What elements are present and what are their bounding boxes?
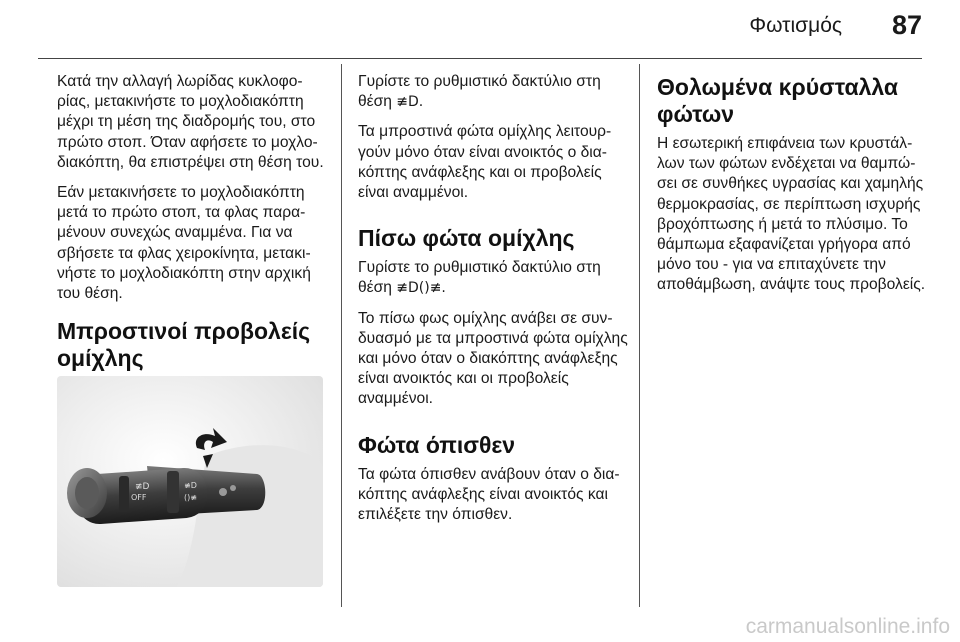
heading-front-fog-lights: Μπροστινοί προβολείς ομίχλης [57, 318, 311, 372]
column-divider-2 [639, 64, 640, 607]
column-2 [358, 72, 630, 535]
paragraph-reversing-lights: Τα φώτα όπισθεν ανάβουν όταν ο διακόπτης ανάφλεξης είναι ανοικτός και επιλέξετε την όπισθεν. [358, 465, 620, 524]
paragraph-front-fog-instruction [358, 72, 630, 112]
heading-rear-fog-light: Πίσω φώτα ομίχλης [358, 225, 575, 252]
section-title: Φωτισμός [749, 14, 842, 37]
stalk-switch-illustration [57, 376, 323, 587]
column-1 [57, 72, 329, 378]
header-rule [38, 58, 922, 59]
paragraph-indicators: Εάν μετακινήσετε το μοχλοδιακόπτη μετά το πρώτο στοπ, τα φλας παραμένουν συνεχώς αναμμένα. Για να σβήσετε τα φλας χειροκίνητα, μετακινήστε το μοχλοδιακόπτη στην αρχική του θέση. [57, 184, 311, 303]
watermark: carmanualsonline.info [745, 615, 950, 638]
svg-text:OFF: OFF [131, 493, 147, 502]
svg-text:≢D: ≢D [184, 481, 197, 490]
paragraph-front-fog-operation: Τα μπροστινά φώτα ομίχλης λειτουργούν μόνο όταν είναι ανοικτός ο διακόπτης ανάφλεξης και οι προβολείς είναι αναμμένοι. [358, 123, 612, 202]
paragraph-rear-fog-operation: Το πίσω φως ομίχλης ανάβει σε συνδυασμό με τα μπροστινά φώτα ομίχλης και μόνο όταν ο διακόπτης ανάφλεξης είναι ανοικτός και οι προβολείς αναμμένοι. [358, 309, 628, 408]
paragraph-rear-fog-instruction [358, 258, 630, 298]
column-3 [657, 72, 927, 306]
heading-reversing-lights: Φώτα όπισθεν [358, 431, 516, 458]
paragraph-misted-light-covers: Η εσωτερική επιφάνεια των κρυστάλλων των φώτων ενδέχεται να θαμπώσει σε συνθήκες υγρασίας και χαμηλής θερμοκρασίας, σε περίπτωση ισχυρής βροχόπτωσης ή μετά το πλύσιμο. Το θάμπωμα εξαφανίζεται γρήγορα από μόνο του - για να επιταχύνετε την αποθάμβωση, ανάψτε τους προβολείς. [657, 135, 926, 294]
column-divider-1 [341, 64, 342, 607]
rear-fog-symbol-icon: ≢D()≢. [396, 280, 446, 297]
paragraph-lane-change: Κατά την αλλαγή λωρίδας κυκλοφορίας, μετακινήστε το μοχλοδιακόπτη μέχρι τη μέση της διαδρομής του, στο πρώτο στοπ. Όταν αφήσετε το μοχλοδιακόπτη, θα επιστρέψει στη θέση του. [57, 73, 324, 171]
svg-text:≢D: ≢D [135, 482, 150, 492]
stalk-switch-image [57, 376, 323, 587]
heading-misted-light-covers: Θολωμένα κρύσταλλα φώτων [657, 74, 899, 127]
svg-text:()≢: ()≢ [184, 493, 197, 502]
front-fog-symbol-icon: ≢D. [396, 94, 424, 111]
page-number: 87 [891, 10, 922, 40]
rear-fog-instruction-text: Γυρίστε το ρυθμιστικό δακτύλιο στη θέση [358, 259, 601, 297]
front-fog-instruction-text: Γυρίστε το ρυθμιστικό δακτύλιο στη θέση [358, 73, 601, 111]
